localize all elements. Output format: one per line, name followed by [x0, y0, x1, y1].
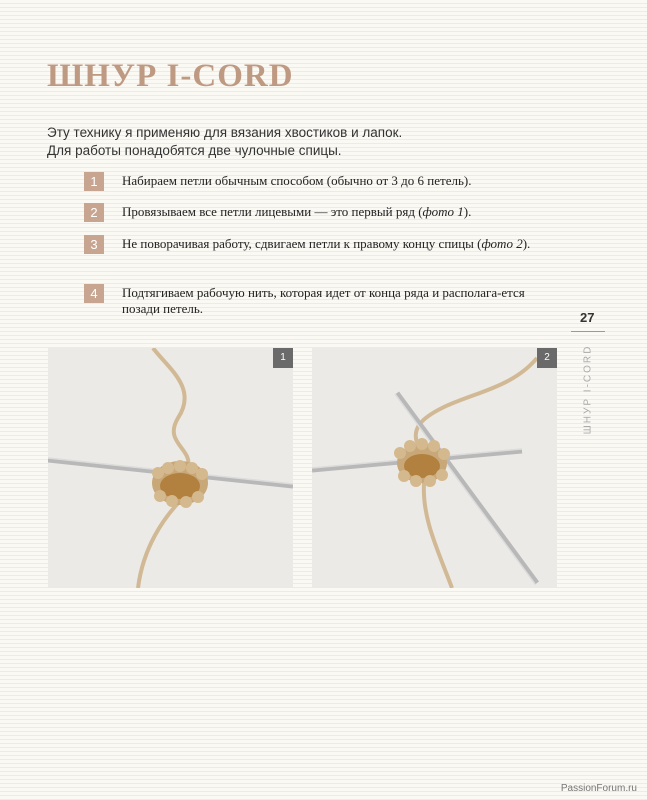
knitting-photo-1-image [48, 348, 293, 588]
step-text: Провязываем все петли лицевыми — это первый ряд (фото 1). [122, 204, 472, 219]
step-number-badge: 1 [84, 172, 104, 191]
page-number-rule [571, 331, 605, 332]
intro-text [47, 124, 507, 160]
photo-reference: фото 1 [422, 204, 464, 219]
photo-reference: фото 2 [481, 236, 523, 251]
step-number-badge: 4 [84, 284, 104, 303]
page-number: 27 [580, 310, 595, 325]
step-number-badge: 2 [84, 203, 104, 222]
photo-2 [312, 348, 557, 588]
intro-line-1: Эту технику я применяю для вязания хвостиков и лапок. [47, 125, 403, 140]
step-text: Не поворачивая работу, сдвигаем петли к правому концу спицы (фото 2). [122, 236, 531, 251]
page-title: ШНУР I-CORD [47, 58, 294, 94]
watermark: PassionForum.ru [560, 783, 637, 794]
step-text: Подтягиваем рабочую нить, которая идет от конца ряда и располага-ется позади петель. [122, 285, 525, 316]
photo-number-badge: 1 [273, 348, 293, 368]
step-text: Набираем петли обычным способом (обычно от 3 до 6 петель). [122, 173, 472, 188]
photo-1 [48, 348, 293, 588]
side-section-label: ШНУР I-CORD [582, 344, 594, 435]
photo-number-badge: 2 [537, 348, 557, 368]
knitting-photo-2-image [312, 348, 557, 588]
step-number-badge: 3 [84, 235, 104, 254]
intro-line-2: Для работы понадобятся две чулочные спицы. [47, 143, 342, 158]
